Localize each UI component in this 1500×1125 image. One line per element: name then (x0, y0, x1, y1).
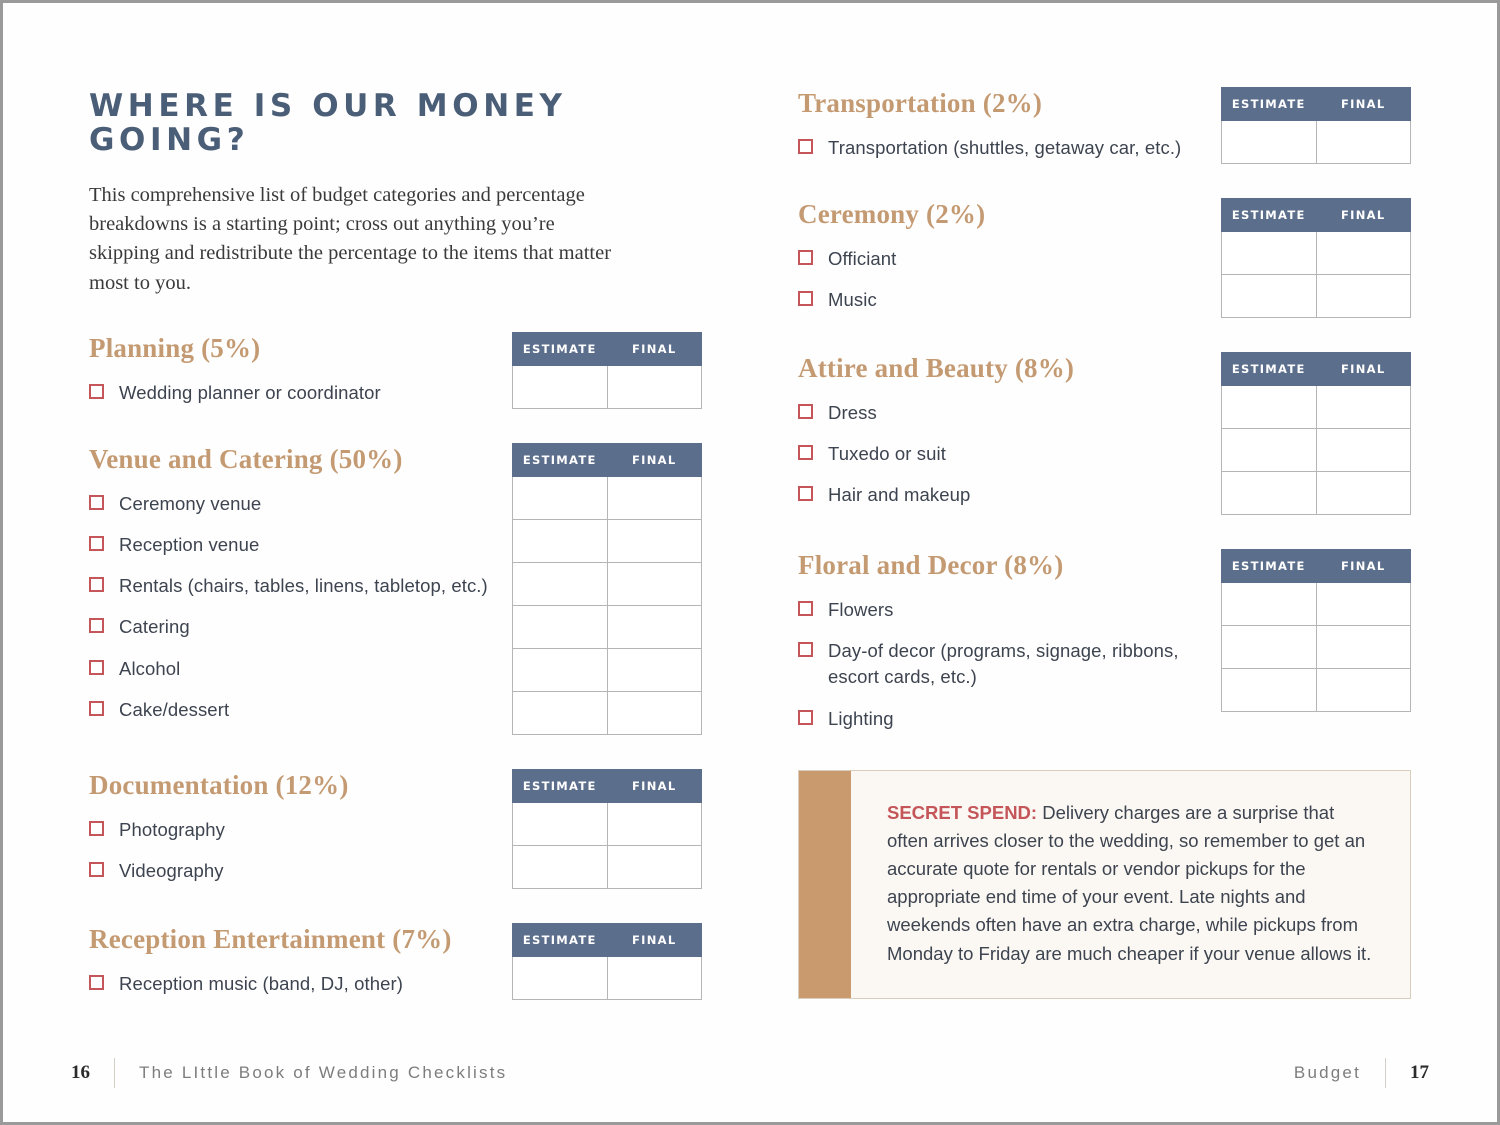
list-item-label: Hair and makeup (828, 484, 971, 506)
section-table-slot (1221, 87, 1411, 164)
list-item-label: Reception music (band, DJ, other) (119, 972, 404, 994)
table-row (1222, 429, 1411, 472)
section-content (798, 87, 1221, 161)
table-row (513, 562, 702, 605)
column-header-final: FINAL (1316, 353, 1411, 386)
left-page-number: 16 (71, 1062, 90, 1083)
estimate-cell[interactable] (1222, 472, 1317, 515)
table-header-row (513, 443, 702, 476)
list-item-label: Ceremony venue (119, 492, 262, 514)
table-header-row (513, 332, 702, 365)
section-heading-documentation-12: Documentation (12%) (89, 769, 349, 800)
checkbox-icon[interactable] (89, 862, 104, 877)
checkbox-icon[interactable] (89, 975, 104, 990)
section-table-slot (512, 443, 702, 735)
section-inner (798, 198, 1411, 318)
section-content (89, 769, 512, 884)
secret-spend-callout (798, 770, 1411, 999)
final-cell[interactable] (607, 956, 702, 999)
list-item[interactable] (798, 400, 1207, 426)
list-item[interactable] (89, 817, 498, 843)
table-row (1222, 121, 1411, 164)
callout-body (851, 771, 1410, 998)
estimate-cell[interactable] (1222, 583, 1317, 626)
estimate-cell[interactable] (513, 476, 608, 519)
page-title: WHERE IS OUR MONEY GOING? (89, 88, 567, 159)
list-item-label: Photography (119, 818, 226, 840)
footer-right (1294, 1058, 1449, 1088)
table-row (513, 956, 702, 999)
section-heading-reception-entertainment-7: Reception Entertainment (7%) (89, 923, 452, 954)
column-header-final: FINAL (1316, 88, 1411, 121)
table-row (513, 476, 702, 519)
estimate-final-table-floral-and-decor-8 (1221, 549, 1411, 712)
estimate-final-table-attire-and-beauty-8 (1221, 352, 1411, 515)
estimate-cell[interactable] (513, 562, 608, 605)
chapter-title-footer: Budget (1293, 1063, 1361, 1082)
list-item[interactable] (798, 246, 1207, 272)
table-row (1222, 669, 1411, 712)
table-header-row (513, 769, 702, 802)
estimate-cell[interactable] (513, 956, 608, 999)
estimate-final-table-planning-5 (512, 332, 702, 409)
list-item[interactable] (89, 971, 498, 997)
checkbox-icon[interactable] (798, 291, 813, 306)
checkbox-icon[interactable] (798, 710, 813, 725)
final-cell[interactable] (607, 365, 702, 408)
table-row (513, 365, 702, 408)
list-item-label: Cake/dessert (119, 698, 230, 720)
footer-divider-left (114, 1058, 115, 1088)
list-item-label: Officiant (828, 247, 897, 269)
final-cell[interactable] (1316, 121, 1411, 164)
column-header-estimate: ESTIMATE (513, 769, 608, 802)
checkbox-icon[interactable] (798, 642, 813, 657)
list-item-label: Rentals (chairs, tables, linens, tabletop, etc.) (119, 575, 488, 597)
final-cell[interactable] (1316, 626, 1411, 669)
list-item[interactable] (89, 697, 498, 723)
list-item[interactable] (89, 380, 498, 406)
column-header-estimate: ESTIMATE (1222, 88, 1317, 121)
checklist-items-ceremony-2 (798, 246, 1207, 314)
callout-accent-bar (799, 771, 851, 998)
intro-paragraph: This comprehensive list of budget categories and percentage breakdowns is a starting point; cross out anything you’re skipping and redistribute the percentage to the items that matter most to you. (89, 184, 612, 294)
list-item[interactable] (798, 482, 1207, 508)
estimate-cell[interactable] (513, 365, 608, 408)
estimate-cell[interactable] (513, 691, 608, 734)
callout-text: Delivery charges are a surprise that often arrives closer to the wedding, so remember to get an accurate quote for rentals or vendor pickups for the appropriate end time of your event. Late nights and weekends often have an extra charge, while pickups from Monday to Friday are much cheaper if your venue allows it. (887, 802, 1372, 964)
estimate-final-table-venue-and-catering-50 (512, 443, 702, 735)
section-heading-planning-5: Planning (5%) (89, 332, 261, 363)
section-content (798, 198, 1221, 313)
section-inner (798, 352, 1411, 515)
final-cell[interactable] (1316, 232, 1411, 275)
table-header-row (513, 923, 702, 956)
list-item[interactable] (798, 638, 1207, 691)
list-item-label: Tuxedo or suit (828, 443, 946, 465)
table-row (1222, 232, 1411, 275)
estimate-final-table-transportation-2 (1221, 87, 1411, 164)
estimate-cell[interactable] (1222, 121, 1317, 164)
table-row (1222, 583, 1411, 626)
list-item[interactable] (89, 532, 498, 558)
section-heading-venue-and-catering-50: Venue and Catering (50%) (89, 443, 403, 474)
checkbox-icon[interactable] (798, 404, 813, 419)
list-item[interactable] (798, 597, 1207, 623)
list-item-label: Day-of decor (programs, signage, ribbons, escort cards, etc.) (828, 640, 1179, 688)
list-item[interactable] (89, 858, 498, 884)
table-header-row (1222, 353, 1411, 386)
final-cell[interactable] (1316, 275, 1411, 318)
checkbox-icon[interactable] (89, 577, 104, 592)
footer-divider-right (1385, 1058, 1386, 1088)
list-item-label: Videography (119, 859, 224, 881)
table-row (1222, 386, 1411, 429)
budget-section-reception-entertainment-7 (89, 923, 702, 1000)
checklist-items-transportation-2 (798, 135, 1207, 161)
list-item-label: Dress (828, 401, 877, 423)
table-header-row (1222, 88, 1411, 121)
table-row (513, 845, 702, 888)
section-heading-floral-and-decor-8: Floral and Decor (8%) (798, 550, 1064, 580)
checkbox-icon[interactable] (89, 701, 104, 716)
column-header-final: FINAL (607, 769, 702, 802)
final-cell[interactable] (607, 476, 702, 519)
list-item-label: Reception venue (119, 533, 260, 555)
section-heading-ceremony-2: Ceremony (2%) (798, 199, 986, 229)
checklist-items-attire-and-beauty-8 (798, 400, 1207, 509)
list-item-label: Transportation (shuttles, getaway car, etc.) (828, 136, 1182, 158)
footer-left (51, 1058, 507, 1088)
checklist-items-floral-and-decor-8 (798, 597, 1207, 732)
budget-section-planning-5 (89, 332, 702, 409)
table-row (513, 802, 702, 845)
book-title-footer: The LIttle Book of Wedding Checklists (139, 1063, 508, 1082)
checklist-items-venue-and-catering-50 (89, 491, 498, 724)
estimate-cell[interactable] (513, 648, 608, 691)
column-header-final: FINAL (607, 332, 702, 365)
final-cell[interactable] (1316, 472, 1411, 515)
list-item-label: Alcohol (119, 657, 181, 679)
section-table-slot (1221, 198, 1411, 318)
checkbox-icon[interactable] (89, 618, 104, 633)
checkbox-icon[interactable] (798, 139, 813, 154)
checkbox-icon[interactable] (798, 250, 813, 265)
column-header-estimate: ESTIMATE (513, 923, 608, 956)
section-content (798, 352, 1221, 509)
final-cell[interactable] (607, 562, 702, 605)
final-cell[interactable] (607, 691, 702, 734)
estimate-cell[interactable] (1222, 626, 1317, 669)
list-item[interactable] (89, 573, 498, 599)
final-cell[interactable] (607, 802, 702, 845)
table-header-row (1222, 550, 1411, 583)
estimate-cell[interactable] (1222, 232, 1317, 275)
column-header-final: FINAL (1316, 199, 1411, 232)
estimate-cell[interactable] (513, 519, 608, 562)
section-content (798, 549, 1221, 732)
estimate-final-table-ceremony-2 (1221, 198, 1411, 318)
final-cell[interactable] (1316, 669, 1411, 712)
list-item[interactable] (89, 656, 498, 682)
budget-section-documentation-12 (89, 769, 702, 889)
estimate-final-table-documentation-12 (512, 769, 702, 889)
column-header-estimate: ESTIMATE (1222, 199, 1317, 232)
checklist-items-reception-entertainment-7 (89, 971, 498, 997)
estimate-cell[interactable] (513, 605, 608, 648)
section-inner (798, 87, 1411, 164)
final-cell[interactable] (607, 605, 702, 648)
table-row (513, 605, 702, 648)
right-sections-container (798, 87, 1411, 732)
section-table-slot (1221, 549, 1411, 712)
checkbox-icon[interactable] (89, 384, 104, 399)
estimate-cell[interactable] (1222, 429, 1317, 472)
section-heading-transportation-2: Transportation (2%) (798, 88, 1043, 118)
list-item-label: Catering (119, 616, 190, 638)
section-content (89, 443, 512, 724)
callout-label: SECRET SPEND: (887, 802, 1038, 823)
budget-section-ceremony-2 (798, 198, 1411, 318)
section-table-slot (1221, 352, 1411, 515)
final-cell[interactable] (607, 845, 702, 888)
section-inner (798, 549, 1411, 732)
budget-section-floral-and-decor-8 (798, 549, 1411, 732)
list-item[interactable] (89, 491, 498, 517)
final-cell[interactable] (607, 519, 702, 562)
table-header-row (1222, 199, 1411, 232)
right-page-column (750, 73, 1449, 1122)
section-content (89, 332, 512, 406)
section-inner (89, 443, 702, 735)
estimate-cell[interactable] (513, 845, 608, 888)
estimate-cell[interactable] (1222, 386, 1317, 429)
table-row (513, 691, 702, 734)
estimate-cell[interactable] (1222, 275, 1317, 318)
budget-section-transportation-2 (798, 87, 1411, 164)
list-item[interactable] (798, 706, 1207, 732)
list-item-label: Wedding planner or coordinator (119, 381, 381, 403)
list-item-label: Flowers (828, 598, 894, 620)
column-header-final: FINAL (1316, 550, 1411, 583)
estimate-cell[interactable] (1222, 669, 1317, 712)
list-item[interactable] (798, 441, 1207, 467)
left-sections-container (89, 332, 702, 1000)
left-page-column (51, 73, 750, 1122)
checkbox-icon[interactable] (89, 495, 104, 510)
budget-section-venue-and-catering-50 (89, 443, 702, 735)
column-header-estimate: ESTIMATE (513, 443, 608, 476)
table-row (513, 648, 702, 691)
final-cell[interactable] (607, 648, 702, 691)
column-header-estimate: ESTIMATE (1222, 550, 1317, 583)
section-table-slot (512, 923, 702, 1000)
column-header-final: FINAL (607, 443, 702, 476)
section-heading-attire-and-beauty-8: Attire and Beauty (8%) (798, 353, 1075, 383)
checkbox-icon[interactable] (798, 445, 813, 460)
checkbox-icon[interactable] (798, 601, 813, 616)
checklist-items-planning-5 (89, 380, 498, 406)
checklist-items-documentation-12 (89, 817, 498, 885)
list-item[interactable] (89, 614, 498, 640)
column-header-estimate: ESTIMATE (513, 332, 608, 365)
final-cell[interactable] (1316, 583, 1411, 626)
table-row (1222, 275, 1411, 318)
section-inner (89, 923, 702, 1000)
estimate-final-table-reception-entertainment-7 (512, 923, 702, 1000)
section-content (89, 923, 512, 997)
table-row (1222, 626, 1411, 669)
spread-columns (3, 3, 1497, 1122)
list-item-label: Music (828, 289, 877, 311)
column-header-final: FINAL (607, 923, 702, 956)
final-cell[interactable] (1316, 386, 1411, 429)
section-table-slot (512, 332, 702, 409)
checkbox-icon[interactable] (798, 486, 813, 501)
section-inner (89, 332, 702, 409)
checkbox-icon[interactable] (89, 536, 104, 551)
right-page-number: 17 (1410, 1062, 1429, 1083)
budget-section-attire-and-beauty-8 (798, 352, 1411, 515)
column-header-estimate: ESTIMATE (1222, 353, 1317, 386)
final-cell[interactable] (1316, 429, 1411, 472)
estimate-cell[interactable] (513, 802, 608, 845)
table-row (1222, 472, 1411, 515)
section-inner (89, 769, 702, 889)
checkbox-icon[interactable] (89, 660, 104, 675)
list-item-label: Lighting (828, 707, 894, 729)
table-row (513, 519, 702, 562)
list-item[interactable] (798, 287, 1207, 313)
list-item[interactable] (798, 135, 1207, 161)
section-table-slot (512, 769, 702, 889)
page-footer (51, 1058, 1449, 1088)
checkbox-icon[interactable] (89, 821, 104, 836)
